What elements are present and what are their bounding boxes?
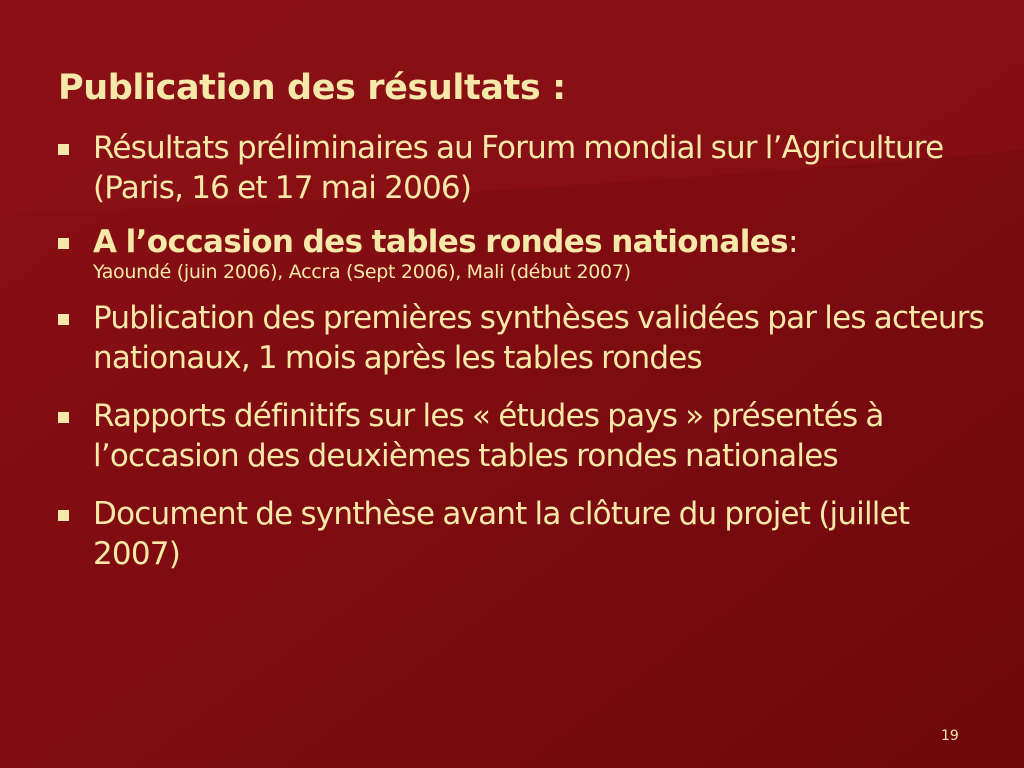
bullet-item-tables-rondes: [56, 222, 986, 284]
square-bullet-icon: [58, 412, 69, 423]
bullet-strong-text: A l’occasion des tables rondes nationales: [93, 224, 789, 260]
page-number: 19: [941, 728, 959, 744]
bullet-subtext: Yaoundé (juin 2006), Accra (Sept 2006), Mali (début 2007): [93, 261, 631, 283]
bullet-heading: [93, 222, 986, 262]
bullet-item-rapports-definitifs: [56, 396, 986, 476]
bullet-list: [56, 128, 986, 574]
square-bullet-icon: [58, 510, 69, 521]
square-bullet-icon: [58, 238, 69, 249]
square-bullet-icon: [58, 144, 69, 155]
bullet-text: Document de synthèse avant la clôture du projet (juillet 2007): [93, 496, 910, 572]
bullet-item-document-synthese: [56, 494, 986, 574]
bullet-item-premieres-syntheses: [56, 298, 986, 378]
slide-title: Publication des résultats :: [58, 68, 566, 108]
bullet-text: Rapports définitifs sur les « études pays » présentés à l’occasion des deuxièmes tables rondes nationales: [93, 398, 884, 474]
bullet-item-forum: [56, 128, 986, 208]
bullet-text: Publication des premières synthèses validées par les acteurs nationaux, 1 mois après les tables rondes: [93, 300, 984, 376]
bullet-text: Résultats préliminaires au Forum mondial sur l’Agriculture (Paris, 16 et 17 mai 2006): [93, 130, 944, 206]
bullet-suffix: :: [788, 224, 798, 260]
square-bullet-icon: [58, 314, 69, 325]
